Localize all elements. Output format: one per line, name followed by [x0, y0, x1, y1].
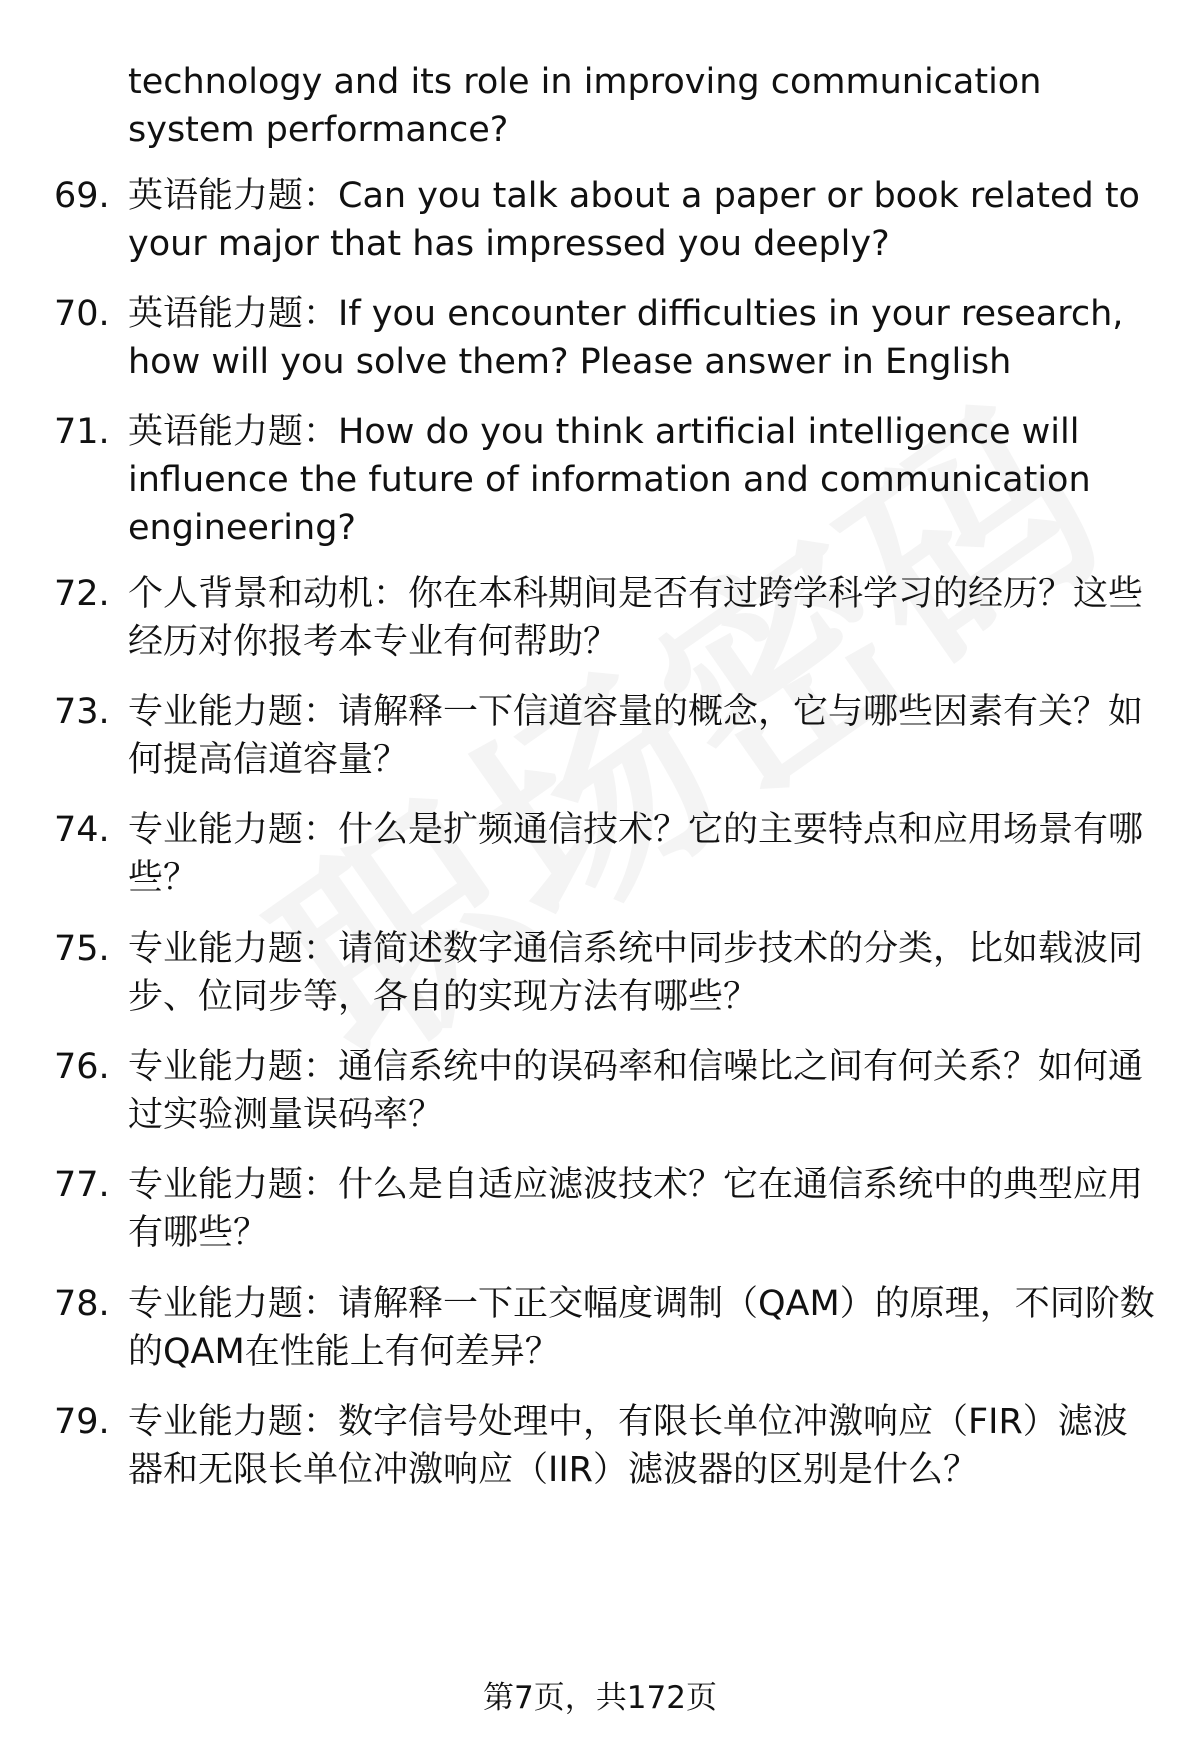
- question-text: 英语能力题：Can you talk about a paper or book related to your major that has impressed you deeply?: [128, 176, 1140, 264]
- question-text: 专业能力题：请解释一下正交幅度调制（QAM）的原理，不同阶数的QAM在性能上有何差异？: [128, 1284, 1155, 1372]
- question-number: 71.: [54, 412, 110, 452]
- question-number: 72.: [54, 574, 110, 614]
- question-text: 专业能力题：什么是自适应滤波技术？它在通信系统中的典型应用有哪些？: [128, 1165, 1144, 1253]
- question-number: 69.: [54, 176, 110, 216]
- question-text: 英语能力题：How do you think artificial intelligence will influence the future of information and communication engineering?: [128, 412, 1091, 548]
- question-text: 英语能力题：If you encounter difficulties in your research, how will you solve them? Please answer in English: [128, 294, 1124, 382]
- question-number: 78.: [54, 1284, 110, 1324]
- question-number: 77.: [54, 1165, 110, 1205]
- page-footer: 第7页，共172页: [483, 1680, 717, 1716]
- question-number: 73.: [54, 692, 110, 732]
- question-text: 专业能力题：什么是扩频通信技术？它的主要特点和应用场景有哪些？: [128, 810, 1144, 898]
- question-number: 75.: [54, 929, 110, 969]
- question-text: 专业能力题：请简述数字通信系统中同步技术的分类，比如载波同步、位同步等，各自的实现方法有哪些？: [128, 929, 1144, 1017]
- question-number: 70.: [54, 294, 110, 334]
- question-number: 76.: [54, 1047, 110, 1087]
- question-text: 专业能力题：数字信号处理中，有限长单位冲激响应（FIR）滤波器和无限长单位冲激响应（IIR）滤波器的区别是什么？: [128, 1402, 1128, 1490]
- question-number: 74.: [54, 810, 110, 850]
- question-number: 79.: [54, 1402, 110, 1442]
- question-text: 个人背景和动机：你在本科期间是否有过跨学科学习的经历？这些经历对你报考本专业有何帮助？: [128, 574, 1144, 662]
- question-text: 专业能力题：通信系统中的误码率和信噪比之间有何关系？如何通过实验测量误码率？: [128, 1047, 1144, 1135]
- question-text: 专业能力题：请解释一下信道容量的概念，它与哪些因素有关？如何提高信道容量？: [128, 692, 1144, 780]
- continuation-text: technology and its role in improving communication system performance?: [128, 62, 1042, 150]
